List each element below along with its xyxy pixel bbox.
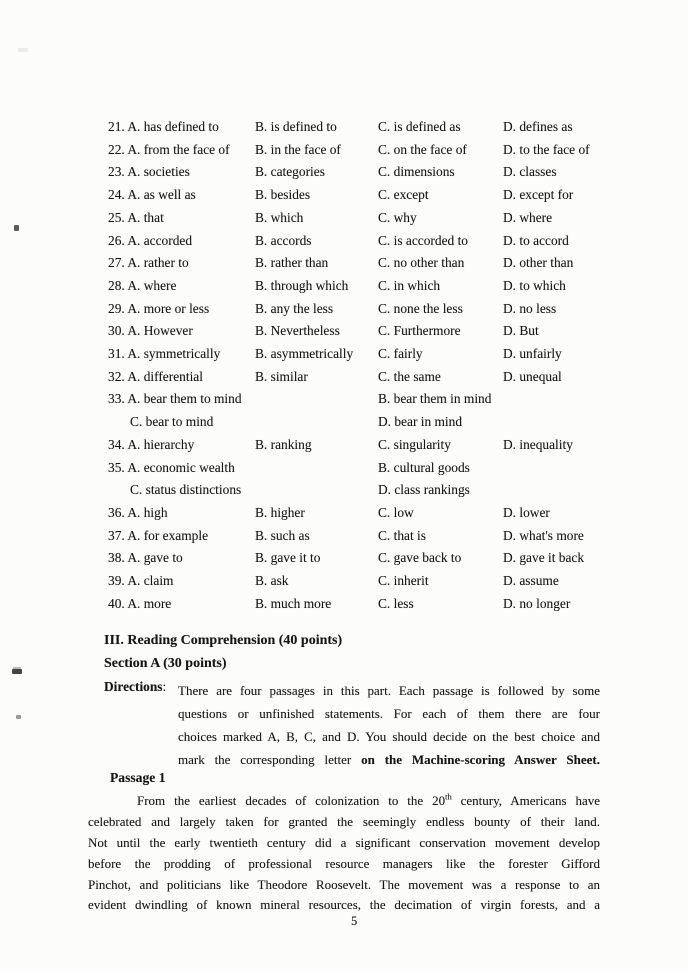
text-segment: century, Americans have: [451, 793, 600, 808]
question-option-a: 37. A. for example: [108, 527, 209, 543]
question-option-b: B. higher: [255, 504, 305, 520]
question-option-d: D. classes: [503, 164, 557, 180]
question-row: [108, 230, 648, 253]
question-row: [108, 139, 648, 162]
question-option-c: C. inherit: [378, 573, 429, 589]
question-option-b: B. any the less: [255, 300, 334, 316]
text-segment: mark the corresponding letter: [178, 752, 362, 767]
question-option-a: 33. A. bear them to mind: [108, 391, 242, 407]
question-option-a: 31. A. symmetrically: [108, 346, 221, 362]
text-segment: before the prodding of professional resource managers like the forester Gifford: [88, 855, 600, 871]
question-option-d: D. lower: [503, 504, 550, 520]
scan-smudge: [18, 48, 28, 52]
question-option-c: C. less: [378, 595, 414, 611]
question-option-a: 28. A. where: [108, 277, 177, 293]
question-option-d: D. to the face of: [503, 141, 590, 157]
question-option-b: B. accords: [255, 232, 312, 248]
question-option-b: B. categories: [255, 164, 325, 180]
question-option-d: D. no longer: [503, 595, 571, 611]
text-segment: Not until the early twentieth century did a significant conservation movement develop: [88, 834, 600, 850]
question-option-c: C. gave back to: [378, 550, 462, 566]
text-line: [88, 895, 600, 916]
question-row: [108, 366, 648, 389]
section-heading: III. Reading Comprehension (40 points): [104, 633, 343, 648]
question-option-c: C. the same: [378, 368, 441, 384]
question-option-c: C. fairly: [378, 346, 423, 362]
question-option-b: B. besides: [255, 187, 311, 203]
question-row: [108, 593, 648, 616]
question-option-b: B. through which: [255, 277, 349, 293]
question-row: [108, 547, 648, 570]
question-list: [108, 116, 648, 615]
question-option-a: 36. A. high: [108, 504, 168, 520]
question-option-b: B. such as: [255, 527, 310, 543]
question-option-b: B. rather than: [255, 255, 329, 271]
question-option-c: C. is accorded to: [378, 232, 468, 248]
question-option-a: 29. A. more or less: [108, 300, 210, 316]
question-option-c: C. is defined as: [378, 119, 461, 134]
question-option-a: 26. A. accorded: [108, 232, 193, 248]
question-row: [108, 343, 648, 366]
text-line: [178, 725, 600, 748]
question-option-b: B. in the face of: [255, 141, 341, 157]
question-option-b: B. ask: [255, 573, 289, 589]
ink-mark: [16, 715, 21, 719]
question-option-a: 38. A. gave to: [108, 550, 183, 566]
question-row: [108, 161, 648, 184]
question-row: [108, 411, 648, 434]
text-segment: questions or unfinished statements. For each of them there are four: [178, 706, 600, 721]
question-option-b: B. asymmetrically: [255, 346, 354, 362]
question-option-c: C. dimensions: [378, 164, 455, 180]
page-number: 5: [351, 914, 358, 928]
text-segment: evident dwindling of known mineral resources, the decimation of virgin forests, and a: [88, 897, 600, 913]
question-row: [108, 252, 648, 275]
question-row: [108, 570, 648, 593]
question-row: [108, 434, 648, 457]
question-option-d: D. where: [503, 209, 553, 225]
question-option-d: D. to which: [503, 277, 566, 293]
text-line: [178, 748, 600, 771]
question-option-b: B. which: [255, 209, 304, 225]
question-row: [108, 457, 648, 480]
text-line: [88, 875, 600, 896]
question-option-a: 24. A. as well as: [108, 187, 196, 203]
question-option-a: 30. A. However: [108, 323, 193, 339]
question-option-b: B. is defined to: [255, 119, 337, 134]
text-line: [88, 791, 600, 812]
question-option-c: C. low: [378, 504, 414, 520]
question-option-d: D. except for: [503, 187, 574, 203]
question-option-d: D. class rankings: [378, 482, 470, 498]
text-line: [178, 679, 600, 702]
question-option-a: 21. A. has defined to: [108, 119, 219, 134]
question-option-b: B. bear them in mind: [378, 391, 492, 407]
question-option-c: C. singularity: [378, 436, 451, 452]
question-option-a: 35. A. economic wealth: [108, 459, 235, 475]
directions-label-text: Directions: [104, 679, 163, 694]
question-row: [108, 479, 648, 502]
question-option-c: C. bear to mind: [130, 414, 214, 430]
question-row: [108, 184, 648, 207]
question-option-a: 32. A. differential: [108, 368, 203, 384]
pen-dash-mark: [12, 669, 22, 674]
text-segment: There are four passages in this part. Each passage is followed by some: [178, 683, 600, 698]
question-option-c: C. status distinctions: [130, 482, 242, 498]
text-segment: From the earliest decades of colonization to the 20: [137, 793, 446, 808]
question-option-a: 27. A. rather to: [108, 255, 189, 271]
text-segment: Pinchot, and politicians like Theodore Roosevelt. The movement was a response to an: [88, 876, 600, 892]
question-option-a: 34. A. hierarchy: [108, 436, 195, 452]
question-option-c: C. except: [378, 187, 429, 203]
question-option-b: B. ranking: [255, 436, 312, 452]
text-line: [88, 854, 600, 875]
directions-text: [178, 679, 600, 771]
superscript: th: [445, 791, 452, 802]
ink-mark: [14, 225, 19, 231]
question-option-d: D. to accord: [503, 232, 569, 248]
text-line: [88, 833, 600, 854]
question-option-d: D. assume: [503, 573, 559, 589]
question-option-b: B. much more: [255, 595, 332, 611]
question-option-c: C. no other than: [378, 255, 465, 271]
question-option-c: C. none the less: [378, 300, 463, 316]
question-option-b: B. gave it to: [255, 550, 321, 566]
passage-title: Passage 1: [110, 770, 166, 785]
question-option-d: D. But: [503, 323, 539, 339]
question-option-a: 40. A. more: [108, 595, 172, 611]
question-row: [108, 298, 648, 321]
question-row: [108, 502, 648, 525]
directions-colon: :: [162, 679, 167, 694]
question-option-b: B. Nevertheless: [255, 323, 340, 339]
question-option-c: C. why: [378, 209, 417, 225]
question-option-c: C. in which: [378, 277, 441, 293]
question-option-a: 25. A. that: [108, 209, 164, 225]
question-option-a: 23. A. societies: [108, 164, 190, 180]
question-option-c: C. on the face of: [378, 141, 467, 157]
text-line: [88, 812, 600, 833]
question-option-d: D. other than: [503, 255, 574, 271]
text-segment: on the Machine-scoring Answer Sheet.: [361, 752, 600, 767]
question-option-d: D. gave it back: [503, 550, 585, 566]
question-row: [108, 320, 648, 343]
question-row: [108, 388, 648, 411]
text-segment: celebrated and largely taken for granted the seemingly endless bounty of their land.: [88, 813, 600, 829]
question-row: [108, 116, 648, 139]
section-subheading: Section A (30 points): [104, 656, 227, 671]
question-row: [108, 275, 648, 298]
question-option-d: D. bear in mind: [378, 414, 463, 430]
question-option-b: B. similar: [255, 368, 308, 384]
question-row: [108, 525, 648, 548]
directions-label: [104, 679, 166, 695]
question-option-a: 39. A. claim: [108, 573, 174, 589]
question-option-a: 22. A. from the face of: [108, 141, 230, 157]
question-option-d: D. defines as: [503, 119, 573, 134]
question-option-d: D. unfairly: [503, 346, 562, 362]
question-option-d: D. unequal: [503, 368, 562, 384]
question-option-d: D. what's more: [503, 527, 584, 543]
question-option-c: C. that is: [378, 527, 426, 543]
text-segment: choices marked A, B, C, and D. You should decide on the best choice and: [178, 729, 600, 744]
question-option-d: D. inequality: [503, 436, 573, 452]
question-row: [108, 207, 648, 230]
question-option-b: B. cultural goods: [378, 459, 470, 475]
question-option-d: D. no less: [503, 300, 557, 316]
passage-text: [88, 791, 600, 916]
text-line: [178, 702, 600, 725]
question-option-c: C. Furthermore: [378, 323, 461, 339]
